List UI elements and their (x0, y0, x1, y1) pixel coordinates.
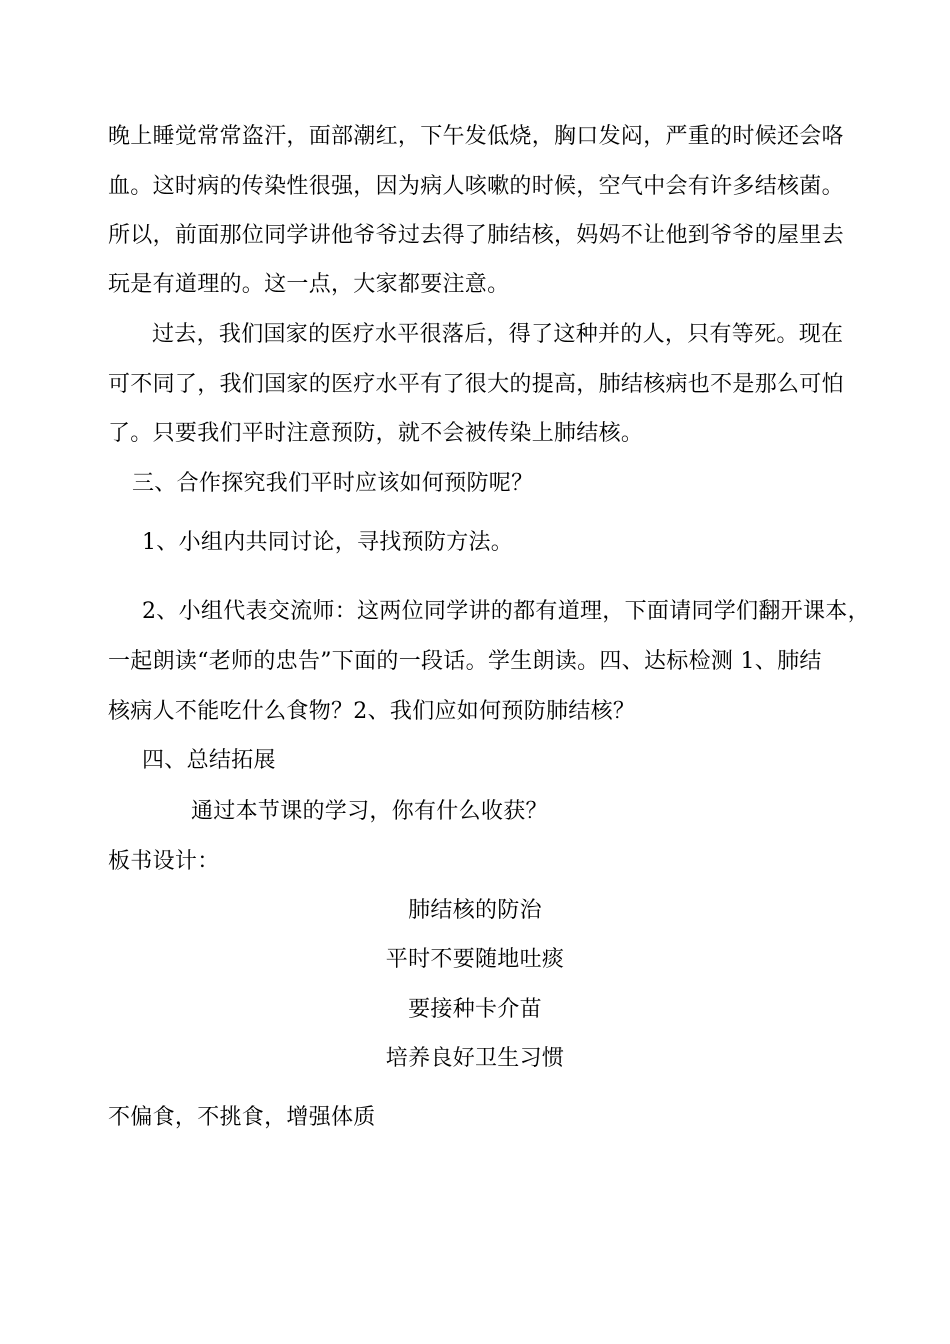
list-item: 2、小组代表交流师：这两位同学讲的都有道理，下面请同学们翻开课本， (142, 599, 870, 624)
paragraph-line: 一起朗读“老师的忠告”下面的一段话。学生朗读。四、达标检测 1、肺结 (108, 649, 822, 674)
paragraph-line: 晚上睡觉常常盗汗，面部潮红，下午发低烧，胸口发闷，严重的时候还会咯 (108, 124, 844, 149)
paragraph-line: 血。这时病的传染性很强，因为病人咳嗽的时候，空气中会有许多结核菌。 (108, 174, 844, 199)
paragraph-line: 玩是有道理的。这一点，大家都要注意。 (108, 272, 510, 297)
section-heading: 三、合作探究我们平时应该如何预防呢？ (132, 471, 534, 496)
board-design-label: 板书设计： (108, 849, 220, 874)
list-item: 1、小组内共同讨论，寻找预防方法。 (142, 530, 514, 555)
board-line: 平时不要随地吐痰 (385, 947, 565, 972)
paragraph-line: 核病人不能吃什么食物？2、我们应如何预防肺结核？ (108, 699, 636, 724)
closing-line: 不偏食，不挑食，增强体质 (108, 1105, 376, 1130)
paragraph-line: 通过本节课的学习，你有什么收获？ (191, 799, 548, 824)
board-title: 肺结核的防治 (408, 898, 542, 923)
section-heading: 四、总结拓展 (142, 748, 276, 773)
paragraph-line: 所以，前面那位同学讲他爷爷过去得了肺结核，妈妈不让他到爷爷的屋里去 (108, 223, 844, 248)
board-line: 要接种卡介苗 (408, 997, 542, 1022)
paragraph-line: 过去，我们国家的医疗水平很落后，得了这种并的人，只有等死。现在 (152, 322, 844, 347)
paragraph-line: 了。只要我们平时注意预防，就不会被传染上肺结核。 (108, 421, 644, 446)
board-line: 培养良好卫生习惯 (385, 1046, 565, 1071)
paragraph-line: 可不同了，我们国家的医疗水平有了很大的提高，肺结核病也不是那么可怕 (108, 372, 844, 397)
